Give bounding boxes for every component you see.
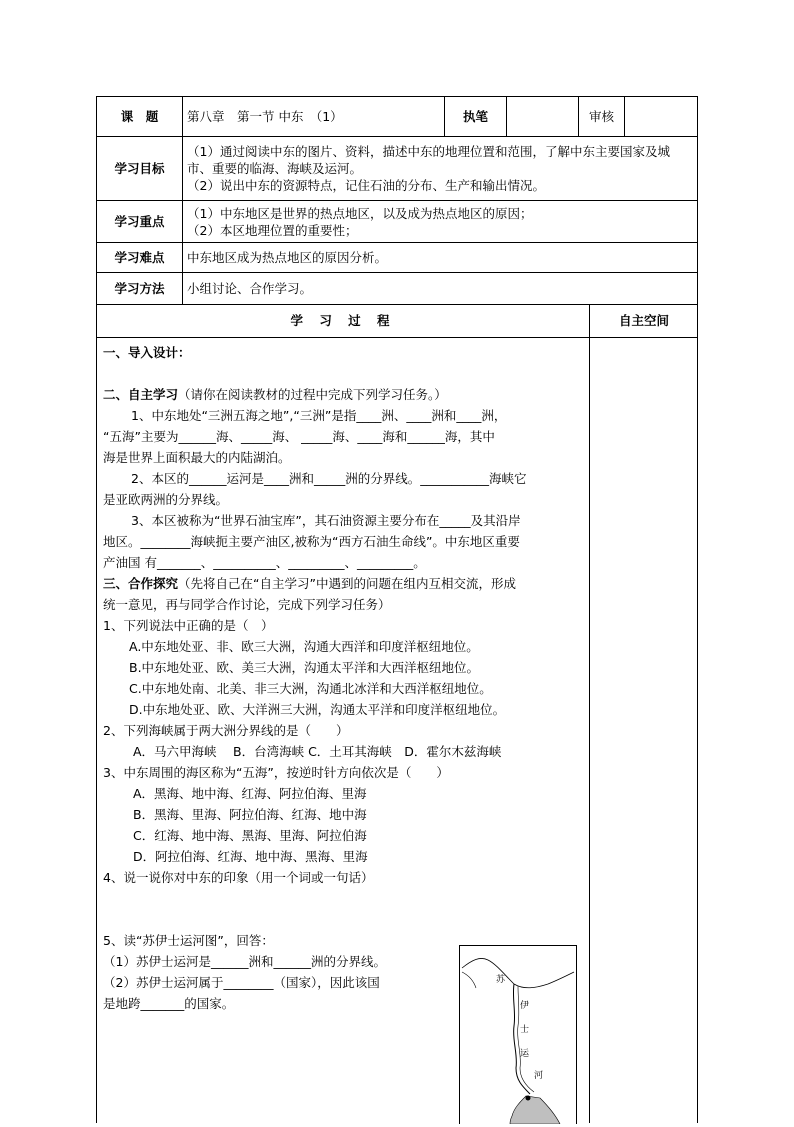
goals-line: （2）说出中东的资源特点，记住石油的分布、生产和输出情况。 [187,178,545,193]
q5-part: 是地跨_______的国家。 [103,996,235,1011]
difficulty-label: 学习难点 [97,243,183,273]
q1-line: “五海”主要为______海、_____海、 _____海、____海和______海，其中 [103,429,495,444]
key-line: （1）中东地区是世界的热点地区，以及成为热点地区的原因； [187,205,533,221]
mc1-option: D.中东地处亚、欧、大洋洲三大洲，沟通太平洋和印度洋枢纽地位。 [129,702,506,717]
q5-part: （1）苏伊士运河是______洲和______洲的分界线。 [103,954,386,969]
mc3-option: D．阿拉伯海、红海、地中海、黑海、里海 [133,849,368,864]
q2-line: 是亚欧两洲的分界线。 [103,492,229,507]
review-label: 审核 [579,97,625,137]
map-label: 运 [520,1049,530,1059]
method-label: 学习方法 [97,273,183,305]
review-value[interactable] [625,97,698,137]
mc1-option: B.中东地处亚、欧、美三大洲，沟通太平洋和大西洋枢纽地位。 [129,660,480,675]
cooperation-title: 三、合作探究 [103,576,179,591]
author-label: 执笔 [445,97,507,137]
self-study-title: 二、自主学习 [103,387,179,402]
mc3-option: B．黑海、里海、阿拉伯海、红海、地中海 [133,807,367,822]
q3-line: 产油国 有_______、__________、_________、_________。 [103,555,426,570]
topic-value: 第八章 第一节 中东 （1） [183,97,445,137]
map-label: 伊 [520,1001,530,1011]
mc2-question: 2、下列海峡属于两大洲分界线的是（ ） [103,723,349,738]
cooperation-note-2: 统一意见，再与同学合作讨论，完成下列学习任务） [103,597,391,612]
q2-line: 2、本区的______运河是____洲和_____洲的分界线。___________海峡它 [131,471,527,486]
goals-text [183,137,698,201]
q3-line: 地区。________海峡扼主要产油区,被称为“西方石油生命线”。中东地区重要 [103,534,520,549]
topic-label: 课 题 [97,97,183,137]
q4-question: 4、说一说你对中东的印象（用一个词或一句话） [103,870,374,885]
q1-line: 1、中东地处“三洲五海之地”,“三洲”是指____洲、____洲和____洲， [131,408,507,423]
header-table [96,96,698,305]
mc2-options: A．马六甲海峡 B．台湾海峡 C．土耳其海峡 D．霍尔木兹海峡 [133,744,502,759]
key-text [183,201,698,243]
side-title: 自主空间 [589,305,698,337]
cooperation-note: （先将自己在“自主学习”中遇到的问题在组内互相交流，形成 [178,576,516,591]
map-label: 士 [520,1025,530,1035]
q3-line: 3、本区被称为“世界石油宝库”，其石油资源主要分布在_____及其沿岸 [131,513,521,528]
suez-canal-map-graphic [460,946,576,1124]
key-label: 学习重点 [97,201,183,243]
goals-line: （1）通过阅读中东的图片、资料，描述中东的地理位置和范围，了解中东主要国家及城市、重要的临海、海峡及运河。 [187,144,670,176]
self-study-note: （请你在阅读教材的过程中完成下列学习任务。） [178,387,447,402]
q5-question: 5、读“苏伊士运河图”，回答： [103,933,274,948]
process-title: 学 习 过 程 [290,313,396,328]
goals-label: 学习目标 [97,137,183,201]
q5-part: （2）苏伊士运河属于________（国家），因此该国 [103,975,380,990]
mc1-option: A.中东地处亚、非、欧三大洲，沟通大西洋和印度洋枢纽地位。 [129,639,479,654]
mc3-question: 3、中东周围的海区称为“五海”，按逆时针方向依次是（ ） [103,765,449,780]
process-content [103,342,587,1014]
mc3-option: C．红海、地中海、黑海、里海、阿拉伯海 [133,828,367,843]
section-cooperation [103,573,587,594]
author-value[interactable] [507,97,579,137]
map-label: 苏 [496,975,506,985]
section-self-study [103,384,587,405]
method-text: 小组讨论、合作学习。 [183,273,698,305]
column-divider [589,337,590,1123]
lesson-sheet [96,96,698,1123]
section-intro: 一、导入设计： [103,345,191,360]
q1-line: 海是世界上面积最大的内陆湖泊。 [103,450,291,465]
mc3-option: A．黑海、地中海、红海、阿拉伯海、里海 [133,786,367,801]
suez-canal-map [459,945,577,1124]
map-label: 河 [534,1071,544,1081]
difficulty-text: 中东地区成为热点地区的原因分析。 [183,243,698,273]
mc1-question: 1、下列说法中正确的是（ ） [103,618,274,633]
process-header [97,305,697,338]
key-line: （2）本区地理位置的重要性； [187,222,358,238]
mc1-option: C.中东地处南、北美、非三大洲，沟通北冰洋和大西洋枢纽地位。 [129,681,492,696]
